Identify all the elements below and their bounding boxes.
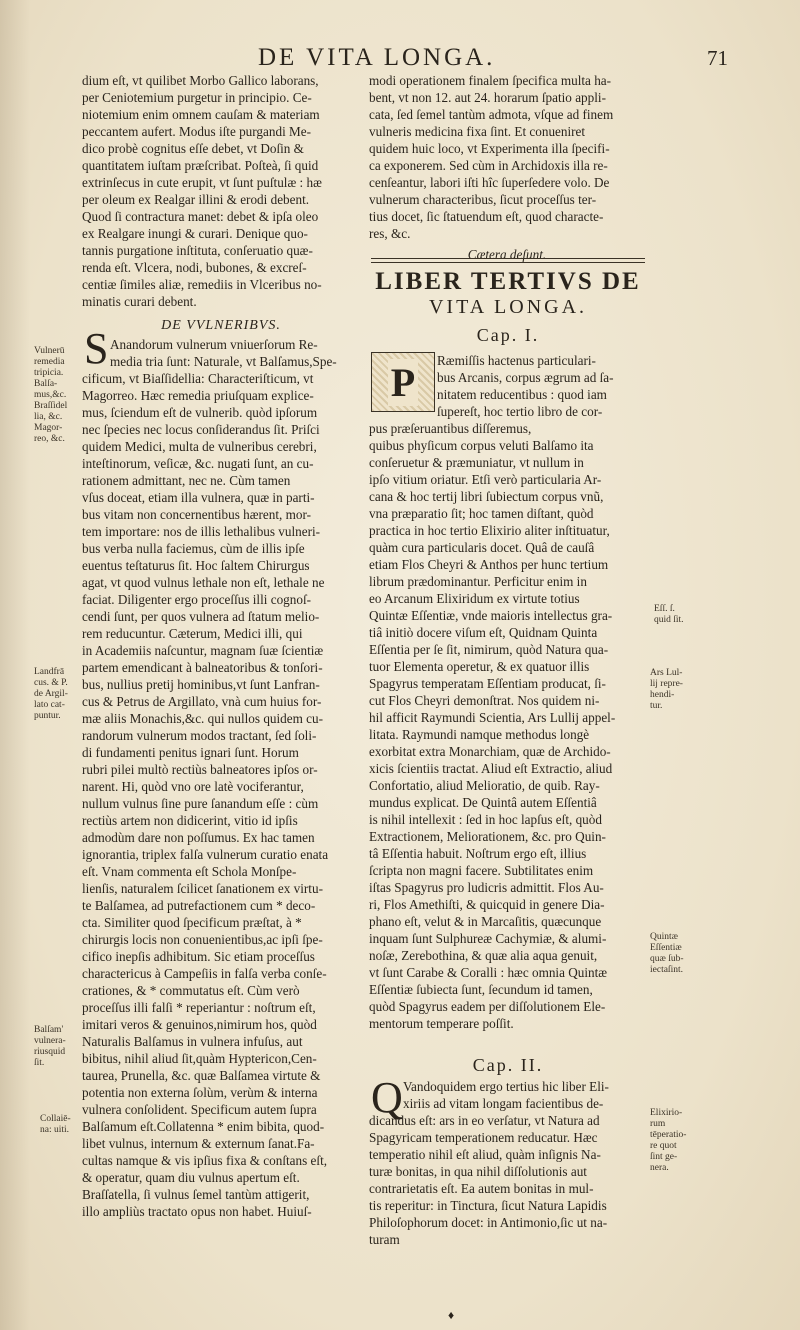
text-line: tem importare: nos de illis lethalibus vulneri-: [82, 524, 321, 539]
text-line: quidem huic loco, vt Experimenta illa ſpecifi-: [369, 141, 610, 156]
text-line: tius docet, ſic ſtatuendum eſt, quod characte-: [369, 209, 604, 224]
text-line: illo ampliùs tractato opus non habet. Huiuſ-: [82, 1204, 312, 1219]
text-line: tuor Elementa operetur, & ex quatuor illis: [369, 659, 590, 674]
text-line: hil afficit Raymundi Scientia, Ars Lullij appel-: [369, 710, 616, 725]
title-rule-2: [371, 262, 645, 263]
text-line: proceſſus illi falſi * reperiantur : noſtrum eſt,: [82, 1000, 316, 1015]
text-line: temperatio nihil eſt aliud, quàm inſignis Na-: [369, 1147, 601, 1162]
text-line: is nihil intellexit : ſed in hoc lapſus eſt, quòd: [369, 812, 602, 827]
text-line: inteſtinorum, veſicæ, &c. nugati ſunt, an cu-: [82, 456, 314, 471]
text-line: in Academiis naſcuntur, magnam ſuæ ſcientiæ: [82, 643, 324, 658]
gutter-shadow: [0, 0, 30, 1330]
text-line: tis reperitur: in Tinctura, ſicut Natura Lapidis: [369, 1198, 607, 1213]
text-line: Philoſophorum docet: in Antimonio,ſic ut na-: [369, 1215, 608, 1230]
text-line: eſt. Vnam commenta eſt Schola Monſpe-: [82, 864, 297, 879]
left-column: [82, 72, 360, 1220]
margin-note-line: Collaiē-: [40, 1114, 71, 1124]
margin-note-line: ſint ge-: [650, 1152, 678, 1162]
initial-letter-q: Q: [371, 1073, 403, 1122]
ornate-initial-p: P: [371, 352, 435, 412]
text-line: dico probè cognitus eſſe debet, vt Doſin &: [82, 141, 304, 156]
text-line: niotemium enim omnem cauſam & materiam: [82, 107, 320, 122]
text-line: taurea, Prunella, &c. quæ Balſamea virtute &: [82, 1068, 321, 1083]
right-column: [369, 72, 645, 263]
text-line: cut Flos Cheyri demonſtrat. Nos quidem ni-: [369, 693, 600, 708]
text-line: narent. Hi, quòd vno ore latè vociferantur,: [82, 779, 304, 794]
margin-note-collatenna: [40, 1114, 71, 1136]
text-line: rubri pilei multò rectiùs balneatores ipſos or-: [82, 762, 318, 777]
margin-note-elixiriorum: [650, 1108, 686, 1174]
margin-note-line: Braſſidel: [34, 401, 68, 411]
margin-note-remedies: [34, 346, 67, 445]
text-line: cana & hoc tertij libri ſubiectum corpus vnũ,: [369, 489, 604, 504]
text-line: renda eſt. Vlcera, nodi, bubones, & excreſ-: [82, 260, 307, 275]
text-line: exorbitat extra Monarchiam, quæ de Archido-: [369, 744, 611, 759]
text-line: admodùm dare non poſſumus. Ex hac tamen: [82, 830, 315, 845]
margin-note-line: Eſſ. ſ.: [654, 604, 675, 614]
text-line: extrinſecus in cute erupit, vt ſunt puſtulæ : hæ: [82, 175, 322, 190]
text-line: bus verba nulla faciemus, cùm de illis ipſe: [82, 541, 305, 556]
margin-note-line: riusquid: [34, 1047, 66, 1057]
margin-note-line: Quintæ: [650, 932, 678, 942]
text-line: vulnera conſolident. Specificum autem ſupra: [82, 1102, 317, 1117]
text-line: euentus teſtaturus ſit. Hoc ſaltem Chirurgus: [82, 558, 310, 573]
chapter-2-heading: Cap. II.: [472, 1055, 544, 1075]
text-line: potentia non externa ſolùm, verùm & interna: [82, 1085, 318, 1100]
chapter-1-heading: Cap. I.: [476, 325, 540, 345]
text-line: Anandorum vulnerum vniuerſorum Re-: [110, 337, 318, 352]
text-line: ri, Flos Amethiſti, & quicquid in genere Dia-: [369, 897, 605, 912]
margin-note-balsamus: [34, 1025, 66, 1069]
text-line: vna præparatio ſit; hoc tamen diſtant, quòd: [369, 506, 594, 521]
margin-note-line: Eſſentiæ: [650, 943, 682, 953]
text-line: ignorantia, triplex falſa vulnerum curatio enata: [82, 847, 329, 862]
text-line: turæ bonitas, in qua nihil diſſolutionis aut: [369, 1164, 587, 1179]
text-line: Quod ſi contractura manet: debet & ipſa oleo: [82, 209, 319, 224]
margin-note-line: nera.: [650, 1163, 669, 1173]
margin-note-line: de Argil-: [34, 689, 68, 699]
text-line: conſeruetur & præmuniatur, vt nullum in: [369, 455, 584, 470]
margin-note-line: hendi-: [650, 690, 675, 700]
text-line: quòd Spagyrus eadem per diſſolutionem Ele-: [369, 999, 606, 1014]
book-title-line-1: LIBER TERTIVS DE: [375, 268, 641, 295]
title-rule: [371, 258, 645, 259]
text-line: lienſis, naturalem ſcilicet ſanationem ex virtu-: [82, 881, 323, 896]
text-line: rem reducuntur. Cæterum, Medici illi, qui: [82, 626, 303, 641]
margin-note-line: cus. & P.: [34, 678, 68, 688]
text-line: Vandoquidem ergo tertius hic liber Eli-: [403, 1079, 609, 1094]
text-line: tiâ initiò docere viſum eſt, Quidnam Quinta: [369, 625, 598, 640]
margin-note-line: tur.: [650, 701, 663, 711]
text-line: bibitus, nihil aliud ſit,quàm Hyptericon,Cen-: [82, 1051, 317, 1066]
text-line: bent, vt non 12. aut 24. horarum ſpatio appli-: [369, 90, 606, 105]
text-line: bus vitam non concernentibus hærent, mor-: [82, 507, 312, 522]
text-line: librum prædominantur. Perficitur enim in: [369, 574, 587, 589]
margin-note-line: lij repre-: [650, 679, 683, 689]
margin-note-line: na: uiti.: [40, 1125, 70, 1135]
text-line: ipſo vitium oriatur. Etſi verò particularia Ar-: [369, 472, 602, 487]
text-line: turam: [369, 1232, 400, 1247]
text-line: centiæ ſimiles aliæ, remediis in Vlceribus no-: [82, 277, 322, 292]
text-line: litata. Raymundi namque methodus longè: [369, 727, 590, 742]
text-line: practica in hoc tertio Elixirio aliter inſtituatur,: [369, 523, 610, 538]
margin-note-line: mus,&c.: [34, 390, 67, 400]
text-line: xiriis ad vitam longam facientibus de-: [403, 1096, 604, 1111]
margin-note-line: quid ſit.: [654, 615, 684, 625]
text-line: mentorum temperare poſſit.: [369, 1016, 514, 1031]
text-line: libet vulnus, internum & externum ſanat.Fa-: [82, 1136, 315, 1151]
margin-note-quintae: [650, 932, 684, 976]
text-line: noſæ, Zerebothina, & quæ alia aqua genuit,: [369, 948, 598, 963]
margin-note-line: Elixirio-: [650, 1108, 683, 1118]
chapter-2-paragraph: [369, 1073, 645, 1248]
text-line: media tria ſunt: Naturale, vt Balſamus,Spe-: [110, 354, 337, 369]
text-line: faciat. Diligenter ergo proceſſus illi cognoſ-: [82, 592, 311, 607]
running-head: [258, 44, 728, 72]
text-line: Quintæ Eſſentiæ, vnde maioris intellectus gra-: [369, 608, 613, 623]
margin-note-lanfrancus: [34, 667, 68, 722]
margin-note-line: rum: [650, 1119, 666, 1129]
text-line: tannis purgatione inſtituta, conſeruatio quæ-: [82, 243, 313, 258]
margin-note-line: remedia: [34, 357, 65, 367]
text-line: Eſſentia per ſe ſit, nimirum, quòd Natura qua-: [369, 642, 609, 657]
text-line: nullum vulnus ſine pure ſanandum eſſe : cùm: [82, 796, 319, 811]
margin-note-line: quæ ſub-: [650, 954, 684, 964]
margin-note-line: re quot: [650, 1141, 677, 1151]
text-line: vulneris medicina fixa ſint. Et conueniret: [369, 124, 586, 139]
text-line: quibus phyſicum corpus veluti Balſamo ita: [369, 438, 594, 453]
margin-note-line: Vulnerū: [34, 346, 65, 356]
text-line: bus, nullius pretij hominibus,vt ſunt Lanfran-: [82, 677, 320, 692]
initial-letter-s: S: [84, 324, 109, 373]
text-line: Magorreo. Hæc remedia priuſquam explice-: [82, 388, 314, 403]
margin-note-line: lia, &c.: [34, 412, 63, 422]
text-line: ex Realgare inungi & curari. Denique quo-: [82, 226, 308, 241]
margin-note-line: puntur.: [34, 711, 61, 721]
text-line: quidem Medici, multa de vulneribus cerebri,: [82, 439, 317, 454]
text-line: cus & Petrus de Argillato, vnà cum huius for-: [82, 694, 322, 709]
book-title-line-2: VITA LONGA.: [428, 296, 588, 318]
chapter-1-paragraph: [369, 352, 645, 1032]
text-line: phano eſt, velut & in Marcaſitis, quæcunque: [369, 914, 602, 929]
text-line: cenſeantur, labori iſti hîc ſuperſedere volo. De: [369, 175, 610, 190]
signature-mark: ♦: [448, 1308, 455, 1322]
text-line: cifico inepſis adhibitum. Sic etiam proceſſus: [82, 949, 315, 964]
text-line: cata, ſed ſemel tantùm admota, vſque ad finem: [369, 107, 614, 122]
margin-note-line: Balſa-: [34, 379, 58, 389]
text-line: randorum vulnerum modos tractant, ſed ſoli-: [82, 728, 317, 743]
margin-note-line: tripicia.: [34, 368, 64, 378]
text-line: eo Arcanum Elixiridum ex virtute totius: [369, 591, 580, 606]
margin-note-line: ſit.: [34, 1058, 45, 1068]
margin-note-line: Landfrā: [34, 667, 65, 677]
margin-note-essentia: [654, 604, 684, 626]
text-line: te Balſamea, ad putrefactionem cum * deco-: [82, 898, 316, 913]
margin-note-ars-lullij: [650, 668, 683, 712]
text-line: Eſſentiæ ſubiecta ſunt, ſecundum id tamen,: [369, 982, 593, 997]
text-line: crationes, & * commutatus eſt. Cùm verò: [82, 983, 300, 998]
margin-note-line: Ars Lul-: [650, 668, 683, 678]
text-line: cultas namque & vis ipſius fixa & conſtans eſt,: [82, 1153, 328, 1168]
section-heading-wounds: DE VVLNERIBVS.: [161, 318, 281, 333]
text-line: vt ſunt Carabe & Coralli : hæc omnia Quintæ: [369, 965, 608, 980]
text-line: chirurgis locis non conuenientibus,ac ipſi ſpe-: [82, 932, 323, 947]
text-line: quàm cura particularis docet. Quâ de cauſâ: [369, 540, 595, 555]
text-line: mæ aliis Monachis,&c. qui nullos quidem cu-: [82, 711, 324, 726]
text-line: charactericus à Campeſiis in falſa verba conſe-: [82, 966, 327, 981]
text-line: rectiùs artem non didicerint, vitio id ipſis: [82, 813, 298, 828]
text-line: partem emendicant à balneatoribus & tonſori-: [82, 660, 323, 675]
text-line: Spagyrus temperatam Eſſentiam producat, ſi-: [369, 676, 606, 691]
text-line: bus Arcanis, corpus ægrum ad ſa-: [437, 370, 614, 385]
margin-note-line: Magor-: [34, 423, 63, 433]
text-line: etiam Flos Cheyri & Anthos per hunc tertium: [369, 557, 609, 572]
text-line: iſtas Spagyrus pro ludicris admittit. Flos Au-: [369, 880, 604, 895]
text-line: cta. Similiter quod ſpecificum præſtat, à *: [82, 915, 302, 930]
text-line: imitari veros & genuinos,nimirum hos, quòd: [82, 1017, 317, 1032]
page-number: 71: [707, 46, 728, 70]
text-line: Ræmiſſis hactenus particulari-: [437, 353, 596, 368]
text-line: vulnerum characteribus, ſicut proceſſus ter-: [369, 192, 597, 207]
text-line: Extractionem, Meliorationem, &c. pro Quin-: [369, 829, 606, 844]
text-line: dicandus eſt: ars in eo verſatur, vt Natura ad: [369, 1113, 600, 1128]
text-line: mus, ſciendum eſt de vulnerib. quòd ipſorum: [82, 405, 318, 420]
text-line: tâ Eſſentia habuit. Noſtrum ergo eſt, illius: [369, 846, 587, 861]
text-line: mundus explicat. De Quintâ autem Eſſentiâ: [369, 795, 597, 810]
running-head-title: DE VITA LONGA.: [258, 44, 496, 71]
text-line: Naturalis Balſamus in vulnera infuſus, aut: [82, 1034, 303, 1049]
text-line: ca exponerem. Sed cùm in Archidoxis illa re-: [369, 158, 608, 173]
left-column-top-paragraph: [82, 72, 360, 310]
text-line: Confortatio, aliud Melioratio, de quib. Ray-: [369, 778, 600, 793]
text-line: per Ceniotemium purgetur in principio. Ce-: [82, 90, 312, 105]
text-line: inquam ſunt Sulphureæ Cachymiæ, & alumi-: [369, 931, 607, 946]
text-line: quantitatem iuſtam præſcribat. Poſteà, ſi quid: [82, 158, 319, 173]
text-line: pus præſeruantibus diſſeremus,: [369, 421, 532, 436]
text-line: contrarietatis eſt. Ea autem bonitas in mul-: [369, 1181, 594, 1196]
text-line: per oleum ex Realgar illini & erodi debent.: [82, 192, 310, 207]
text-line: minatis curari debent.: [82, 294, 197, 309]
text-line: Balſamum eſt.Collatenna * enim bibita, quod-: [82, 1119, 325, 1134]
margin-note-line: reo, &c.: [34, 434, 65, 444]
margin-note-line: lato cat-: [34, 700, 65, 710]
margin-note-line: tēperatio-: [650, 1130, 687, 1140]
text-line: & operatur, quam diu vulnus apertum eſt.: [82, 1170, 300, 1185]
text-line: modi operationem finalem ſpecifica multa ha-: [369, 73, 612, 88]
text-line: nec ſpecies nec locus conſiderandus ſit. Priſci: [82, 422, 320, 437]
text-line: res, &c.: [369, 226, 411, 241]
margin-note-line: Balſam': [34, 1025, 64, 1035]
text-line: Spagyricam temperationem reducatur. Hæc: [369, 1130, 598, 1145]
cetera-desunt: Cætera deſunt.: [467, 247, 547, 262]
text-line: cendi ſunt, per quos vulnera ad ſtatum melio-: [82, 609, 320, 624]
text-line: Braſſatella, ſi vulnus ſemel tantùm attigerit,: [82, 1187, 310, 1202]
wounds-paragraph: [82, 336, 360, 1220]
text-line: nitatem reducentibus : quod iam: [437, 387, 607, 402]
text-line: rationem admittant, nec ne. Cùm tamen: [82, 473, 291, 488]
text-line: agat, vt quod vulnus lethale non eſt, lethale ne: [82, 575, 325, 590]
text-line: vſus doceat, etiam illa vulnera, quæ in parti-: [82, 490, 315, 505]
margin-note-line: iectaſint.: [650, 965, 683, 975]
text-line: ſupereſt, hoc tertio libro de cor-: [437, 404, 603, 419]
text-line: dium eſt, vt quilibet Morbo Gallico laborans,: [82, 73, 319, 88]
text-line: xicis ſcientiis tractat. Aliud eſt Extractio, aliud: [369, 761, 613, 776]
right-column-top-paragraph: [369, 72, 645, 242]
margin-note-line: vulnera-: [34, 1036, 66, 1046]
text-line: di fundamenti penitus ignari ſunt. Horum: [82, 745, 299, 760]
text-line: cificum, vt Biaſſidellia: Characteriſticum, vt: [82, 371, 314, 386]
text-line: peccantem aufert. Modus iſte purgandi Me-: [82, 124, 311, 139]
text-line: ſcripta non magni facere. Subtilitates enim: [369, 863, 594, 878]
